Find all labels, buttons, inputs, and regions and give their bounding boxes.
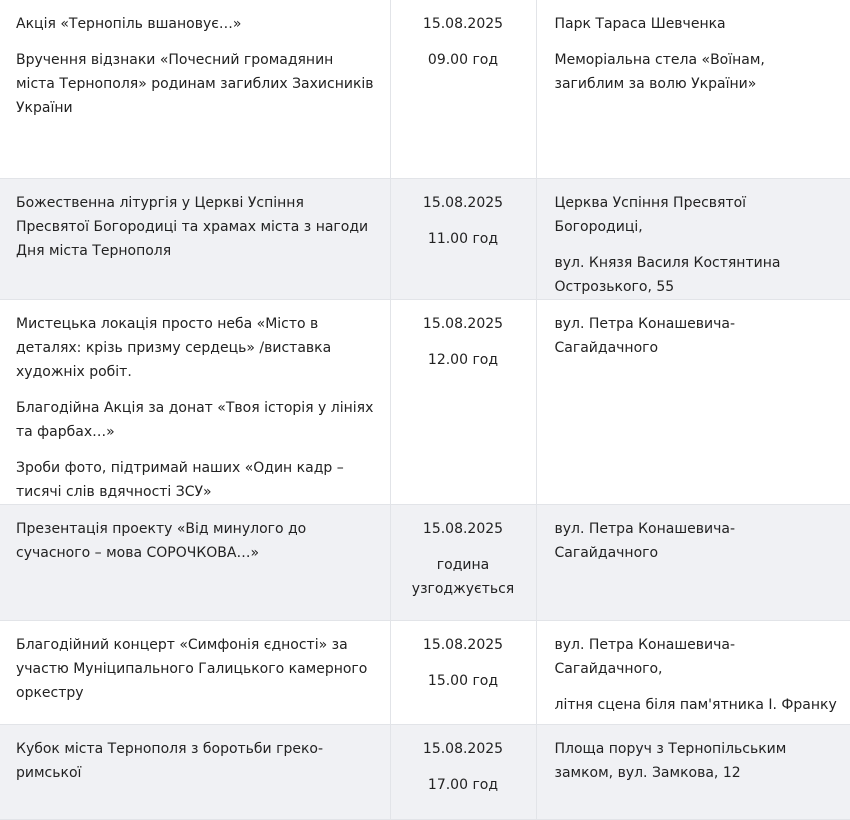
location-cell — [536, 0, 850, 178]
date-time-cell — [390, 724, 536, 819]
table-row — [0, 178, 850, 299]
location-text: вул. Петра Конашевича-Сагайдачного — [554, 315, 736, 356]
event-text: Акція «Тернопіль вшановує…» — [16, 16, 242, 32]
event-text: Зроби фото, підтримай наших «Один кадр – тисячі слів вдячності ЗСУ» — [16, 459, 344, 500]
event-text: Благодійна Акція за донат «Твоя історія у лініях та фарбах…» — [16, 399, 374, 440]
location-text: вул. Петра Конашевича-Сагайдачного, — [554, 636, 736, 677]
location-cell — [536, 724, 850, 819]
date-time-cell — [390, 504, 536, 620]
event-text: Кубок міста Тернополя з боротьби греко-римської — [16, 740, 324, 781]
location-cell — [536, 178, 850, 299]
location-text: вул. Петра Конашевича-Сагайдачного — [554, 520, 736, 561]
location-text: літня сцена біля пам'ятника І. Франку — [554, 696, 837, 713]
event-time: 09.00 год — [427, 52, 499, 68]
event-cell — [0, 504, 390, 620]
table-row — [0, 299, 850, 504]
location-text: Меморіальна стела «Воїнам, загиблим за волю України» — [554, 52, 765, 92]
location-cell — [536, 299, 850, 504]
location-text: Церква Успіння Пресвятої Богородиці, — [554, 194, 747, 235]
event-date: 15.08.2025 — [422, 520, 504, 537]
event-time: 17.00 год — [427, 776, 499, 793]
event-time: 12.00 год — [427, 351, 499, 368]
location-cell — [536, 620, 850, 724]
event-cell — [0, 724, 390, 819]
event-date: 15.08.2025 — [422, 636, 504, 653]
location-text: вул. Князя Василя Костянтина Острозького, 55 — [554, 254, 781, 295]
event-date: 15.08.2025 — [422, 16, 504, 32]
event-time: година узгоджується — [411, 556, 515, 597]
location-cell — [536, 504, 850, 620]
table-row — [0, 620, 850, 724]
event-text: Презентація проекту «Від минулого до сучасного – мова СОРОЧКОВА…» — [16, 520, 307, 561]
event-text: Божественна літургія у Церкві Успіння Пресвятої Богородиці та храмах міста з нагоди Дня міста Тернополя — [16, 194, 369, 259]
event-time: 11.00 год — [427, 230, 499, 247]
event-cell — [0, 0, 390, 178]
event-date: 15.08.2025 — [422, 315, 504, 332]
date-time-cell — [390, 0, 536, 178]
event-text: Вручення відзнаки «Почесний громадянин міста Тернополя» родинам загиблих Захисників України — [16, 52, 374, 116]
event-cell — [0, 299, 390, 504]
event-cell — [0, 620, 390, 724]
table-row — [0, 724, 850, 819]
location-text: Площа поруч з Тернопільським замком, вул. Замкова, 12 — [554, 740, 787, 781]
date-time-cell — [390, 178, 536, 299]
event-time: 15.00 год — [427, 672, 499, 689]
table-row — [0, 0, 850, 178]
event-cell — [0, 178, 390, 299]
date-time-cell — [390, 620, 536, 724]
event-text: Мистецька локація просто неба «Місто в деталях: крізь призму сердець» /виставка художніх робіт. — [16, 315, 332, 380]
table-row — [0, 504, 850, 620]
date-time-cell — [390, 299, 536, 504]
event-date: 15.08.2025 — [422, 740, 504, 757]
location-text: Парк Тараса Шевченка — [554, 16, 726, 32]
event-date: 15.08.2025 — [422, 194, 504, 211]
event-text: Благодійний концерт «Симфонія єдності» за участю Муніципального Галицького камерного оркестру — [16, 636, 368, 701]
